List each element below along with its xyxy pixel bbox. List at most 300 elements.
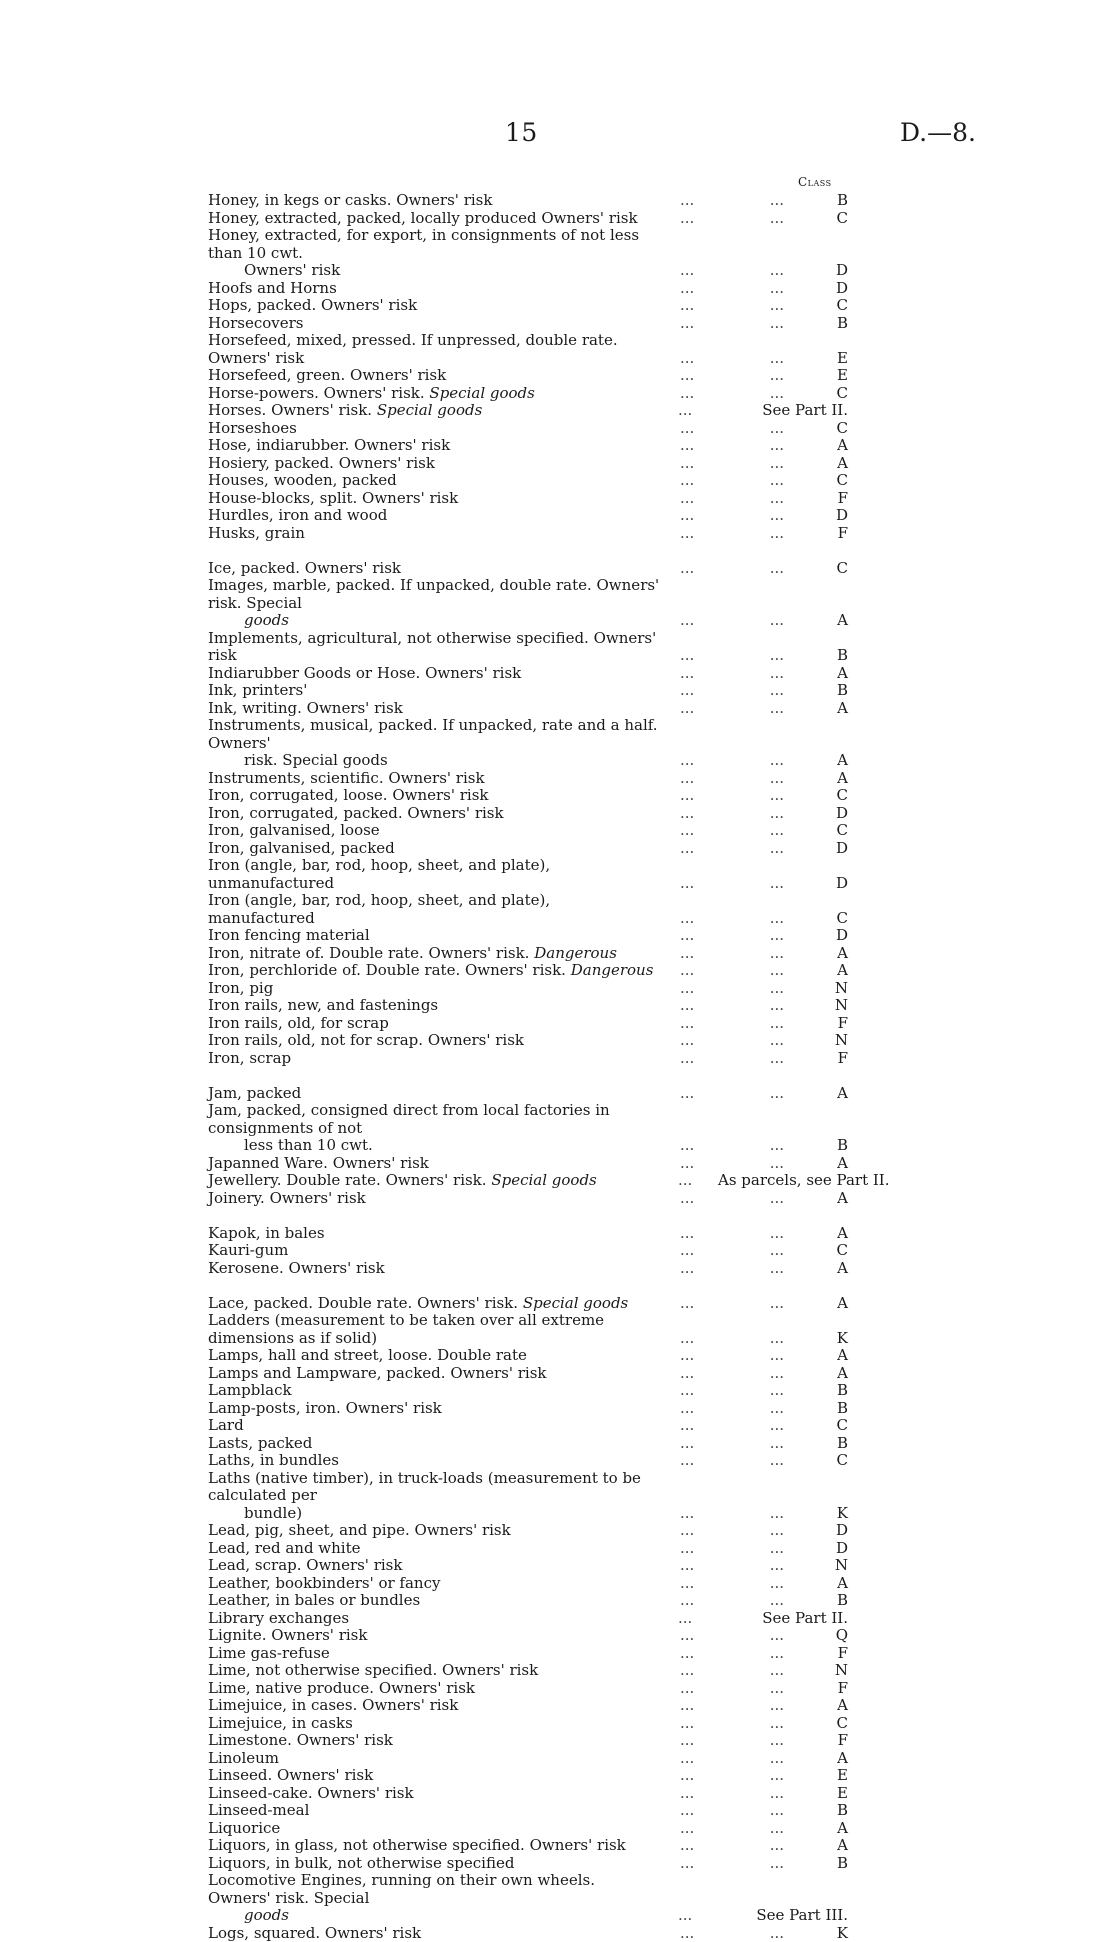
leader: ... <box>678 1907 692 1925</box>
leader: ... <box>770 700 784 718</box>
entry-text: Ink, printers' <box>208 681 307 699</box>
entry-description <box>208 1242 660 1260</box>
dot-leaders <box>658 1907 718 1925</box>
leader: ... <box>770 560 784 578</box>
leader: ... <box>770 437 784 455</box>
entry-class: D <box>788 280 848 298</box>
dot-leaders <box>660 980 788 998</box>
leader: ... <box>770 1837 784 1855</box>
entry-description <box>208 1610 658 1628</box>
entry-class: C <box>788 910 848 928</box>
entry-class: B <box>788 1592 848 1610</box>
dot-leaders <box>660 1540 788 1558</box>
leader: ... <box>680 770 694 788</box>
dot-leaders <box>660 1715 788 1733</box>
dot-leaders <box>660 997 788 1015</box>
entry-class: N <box>788 980 848 998</box>
leader: ... <box>680 490 694 508</box>
leader: ... <box>770 420 784 438</box>
entry-description <box>208 1102 660 1155</box>
leader: ... <box>770 910 784 928</box>
tariff-entry <box>208 1680 848 1698</box>
leader: ... <box>770 525 784 543</box>
tariff-entry <box>208 1767 848 1785</box>
entry-text: Lamps and Lampware, packed. Owners' risk <box>208 1364 547 1382</box>
entry-text: Horses. Owners' risk. <box>208 401 372 419</box>
entry-continuation: bundle) <box>208 1505 660 1523</box>
leader: ... <box>680 1155 694 1173</box>
tariff-entry <box>208 1050 848 1068</box>
leader: ... <box>680 805 694 823</box>
dot-leaders <box>660 490 788 508</box>
tariff-entry <box>208 1785 848 1803</box>
entry-text: Indiarubber Goods or Hose. Owners' risk <box>208 664 521 682</box>
entry-description <box>208 892 660 927</box>
tariff-entry <box>208 1417 848 1435</box>
entry-text: Hose, indiarubber. Owners' risk <box>208 436 450 454</box>
leader: ... <box>770 1032 784 1050</box>
entry-text: Iron, corrugated, packed. Owners' risk <box>208 804 504 822</box>
entry-class: A <box>788 1295 848 1313</box>
entry-description <box>208 315 660 333</box>
tariff-entry <box>208 455 848 473</box>
entry-class: C <box>788 822 848 840</box>
tariff-entry <box>208 192 848 210</box>
dot-leaders <box>660 822 788 840</box>
leader: ... <box>680 1662 694 1680</box>
leader: ... <box>770 1155 784 1173</box>
tariff-entry <box>208 1697 848 1715</box>
entry-text: Husks, grain <box>208 524 305 542</box>
leader: ... <box>770 1820 784 1838</box>
entry-class: A <box>788 1750 848 1768</box>
dot-leaders <box>660 262 788 280</box>
entry-description <box>208 1417 660 1435</box>
leader: ... <box>770 1260 784 1278</box>
dot-leaders <box>660 560 788 578</box>
leader: ... <box>770 1505 784 1523</box>
leader: ... <box>770 1540 784 1558</box>
leader: ... <box>680 1785 694 1803</box>
entry-text: Honey, extracted, for export, in consignments of not less than 10 cwt. <box>208 226 639 262</box>
leader: ... <box>680 1505 694 1523</box>
entry-class: N <box>788 1557 848 1575</box>
dot-leaders <box>660 1347 788 1365</box>
entry-class: A <box>788 1820 848 1838</box>
leader: ... <box>680 1435 694 1453</box>
entry-text: Lead, pig, sheet, and pipe. Owners' risk <box>208 1521 511 1539</box>
leader: ... <box>770 1855 784 1873</box>
leader: ... <box>770 822 784 840</box>
leader: ... <box>680 927 694 945</box>
entry-description <box>208 1750 660 1768</box>
entry-class: E <box>788 1785 848 1803</box>
entry-description <box>208 962 660 980</box>
tariff-entry <box>208 402 848 420</box>
dot-leaders <box>660 1732 788 1750</box>
dot-leaders <box>660 1522 788 1540</box>
entry-description <box>208 507 660 525</box>
leader: ... <box>680 1522 694 1540</box>
entry-class: D <box>788 1522 848 1540</box>
entry-text: Horse-powers. Owners' risk. <box>208 384 425 402</box>
tariff-entry <box>208 1820 848 1838</box>
tariff-entry <box>208 472 848 490</box>
leader: ... <box>680 420 694 438</box>
leader: ... <box>680 192 694 210</box>
leader: ... <box>680 1085 694 1103</box>
leader: ... <box>770 962 784 980</box>
entry-text: Kerosene. Owners' risk <box>208 1259 385 1277</box>
entry-class: F <box>788 1732 848 1750</box>
entry-description <box>208 1225 660 1243</box>
leader: ... <box>680 210 694 228</box>
entry-text: Iron (angle, bar, rod, hoop, sheet, and plate), unmanufactured <box>208 856 550 892</box>
leader: ... <box>770 1417 784 1435</box>
entry-description <box>208 770 660 788</box>
dot-leaders <box>660 1382 788 1400</box>
entry-description <box>208 682 660 700</box>
leader: ... <box>770 1452 784 1470</box>
dot-leaders <box>660 787 788 805</box>
leader: ... <box>680 980 694 998</box>
entry-class: D <box>788 805 848 823</box>
entry-description <box>208 332 660 367</box>
entry-description <box>208 1645 660 1663</box>
dot-leaders <box>660 455 788 473</box>
tariff-entry <box>208 1085 848 1103</box>
entry-text: Limestone. Owners' risk <box>208 1731 393 1749</box>
entry-italic-note: Special goods <box>429 384 534 402</box>
leader: ... <box>770 647 784 665</box>
entry-class: B <box>788 1382 848 1400</box>
leader: ... <box>680 1925 694 1942</box>
dot-leaders <box>660 612 788 630</box>
leader: ... <box>680 525 694 543</box>
leader: ... <box>770 665 784 683</box>
entry-text: Horsefeed, green. Owners' risk <box>208 366 446 384</box>
entry-description <box>208 945 660 963</box>
entry-class: D <box>788 1540 848 1558</box>
tariff-entry <box>208 630 848 665</box>
entry-description <box>208 787 660 805</box>
entry-text: Linseed. Owners' risk <box>208 1766 373 1784</box>
leader: ... <box>770 1522 784 1540</box>
dot-leaders <box>660 1190 788 1208</box>
entry-text: Lace, packed. Double rate. Owners' risk. <box>208 1294 518 1312</box>
leader: ... <box>680 1382 694 1400</box>
entry-italic-note: Special goods <box>491 1171 596 1189</box>
dot-leaders <box>660 385 788 403</box>
tariff-entry <box>208 1452 848 1470</box>
entry-description <box>208 840 660 858</box>
leader: ... <box>680 1680 694 1698</box>
entry-description <box>208 1470 660 1523</box>
entry-description <box>208 1802 660 1820</box>
entry-description <box>208 1522 660 1540</box>
entry-text: Lead, red and white <box>208 1539 361 1557</box>
tariff-entry <box>208 1522 848 1540</box>
leader: ... <box>680 612 694 630</box>
entry-class: C <box>788 1452 848 1470</box>
leader: ... <box>680 1050 694 1068</box>
leader: ... <box>770 1925 784 1942</box>
tariff-entry <box>208 1015 848 1033</box>
leader: ... <box>770 612 784 630</box>
entry-class: D <box>788 840 848 858</box>
leader: ... <box>770 1400 784 1418</box>
entry-description <box>208 1540 660 1558</box>
entry-description <box>208 1697 660 1715</box>
tariff-entry <box>208 1925 848 1942</box>
tariff-entry <box>208 560 848 578</box>
entry-class: A <box>788 1697 848 1715</box>
tariff-entry <box>208 1365 848 1383</box>
entry-class: E <box>788 350 848 368</box>
entry-description <box>208 192 660 210</box>
dot-leaders <box>660 752 788 770</box>
entry-description <box>208 227 660 280</box>
entry-text: Iron, galvanised, packed <box>208 839 395 857</box>
entry-description <box>208 1837 660 1855</box>
entry-text: Iron (angle, bar, rod, hoop, sheet, and plate), manufactured <box>208 891 550 927</box>
entry-text: Japanned Ware. Owners' risk <box>208 1154 429 1172</box>
leader: ... <box>680 350 694 368</box>
leader: ... <box>770 472 784 490</box>
leader: ... <box>770 367 784 385</box>
dot-leaders <box>660 1015 788 1033</box>
entry-text: Iron, perchloride of. Double rate. Owners' risk. <box>208 961 566 979</box>
tariff-entry <box>208 1872 848 1925</box>
leader: ... <box>770 315 784 333</box>
dot-leaders <box>660 297 788 315</box>
dot-leaders <box>660 315 788 333</box>
leader: ... <box>680 752 694 770</box>
tariff-entry <box>208 367 848 385</box>
entry-description <box>208 1190 660 1208</box>
tariff-entry <box>208 1470 848 1523</box>
leader: ... <box>770 1137 784 1155</box>
dot-leaders <box>660 875 788 893</box>
entry-class: B <box>788 1802 848 1820</box>
entry-class: A <box>788 700 848 718</box>
entry-class: D <box>788 875 848 893</box>
entry-text: Locomotive Engines, running on their own wheels. Owners' risk. Special <box>208 1871 595 1907</box>
dot-leaders <box>660 805 788 823</box>
dot-leaders <box>660 1645 788 1663</box>
leader: ... <box>680 262 694 280</box>
entry-text: Logs, squared. Owners' risk <box>208 1924 421 1942</box>
leader: ... <box>680 385 694 403</box>
entry-class: B <box>788 682 848 700</box>
entry-class: A <box>788 665 848 683</box>
tariff-entry <box>208 892 848 927</box>
leader: ... <box>680 1715 694 1733</box>
tariff-entry <box>208 1295 848 1313</box>
entry-class: E <box>788 367 848 385</box>
dot-leaders <box>660 367 788 385</box>
tariff-entry <box>208 315 848 333</box>
leader: ... <box>680 455 694 473</box>
entry-continuation: risk. Special goods <box>208 752 660 770</box>
leader: ... <box>680 1260 694 1278</box>
entry-class: C <box>788 560 848 578</box>
leader: ... <box>770 1050 784 1068</box>
section-gap <box>208 1207 848 1225</box>
tariff-entry <box>208 1242 848 1260</box>
entry-class: F <box>788 1680 848 1698</box>
leader: ... <box>770 455 784 473</box>
entry-text: Instruments, musical, packed. If unpacked, rate and a half. Owners' <box>208 716 658 752</box>
entry-text: Leather, bookbinders' or fancy <box>208 1574 440 1592</box>
entry-description <box>208 1155 660 1173</box>
leader: ... <box>770 770 784 788</box>
leader: ... <box>680 910 694 928</box>
entry-description <box>208 1732 660 1750</box>
leader: ... <box>678 1610 692 1628</box>
entry-text: Iron, scrap <box>208 1049 291 1067</box>
entry-text: Lamps, hall and street, loose. Double rate <box>208 1346 527 1364</box>
entry-description <box>208 437 660 455</box>
dot-leaders <box>660 1785 788 1803</box>
tariff-entry <box>208 577 848 630</box>
leader: ... <box>770 1767 784 1785</box>
leader: ... <box>680 647 694 665</box>
leader: ... <box>770 1662 784 1680</box>
leader: ... <box>770 1750 784 1768</box>
entry-text: Laths, in bundles <box>208 1451 339 1469</box>
entry-text: Honey, in kegs or casks. Owners' risk <box>208 191 492 209</box>
leader: ... <box>680 1190 694 1208</box>
tariff-entry <box>208 1382 848 1400</box>
dot-leaders <box>660 1085 788 1103</box>
leader: ... <box>770 1627 784 1645</box>
entry-class: E <box>788 1767 848 1785</box>
leader: ... <box>680 1820 694 1838</box>
dot-leaders <box>660 1400 788 1418</box>
entry-class: N <box>788 997 848 1015</box>
tariff-entry <box>208 1312 848 1347</box>
entry-class: D <box>788 507 848 525</box>
entry-description <box>208 210 660 228</box>
entry-text: Ice, packed. Owners' risk <box>208 559 401 577</box>
leader: ... <box>770 280 784 298</box>
leader: ... <box>770 1295 784 1313</box>
leader: ... <box>680 1627 694 1645</box>
leader: ... <box>680 682 694 700</box>
leader: ... <box>770 1802 784 1820</box>
entry-class: A <box>788 1085 848 1103</box>
entry-text: Linoleum <box>208 1749 279 1767</box>
tariff-entry <box>208 1540 848 1558</box>
entry-text: Jewellery. Double rate. Owners' risk. <box>208 1171 487 1189</box>
leader: ... <box>680 1575 694 1593</box>
entry-description <box>208 280 660 298</box>
leader: ... <box>770 350 784 368</box>
dot-leaders <box>660 1260 788 1278</box>
entry-description <box>208 297 660 315</box>
entry-description <box>208 1382 660 1400</box>
tariff-entry <box>208 1400 848 1418</box>
entry-description <box>208 1365 660 1383</box>
leader: ... <box>680 1557 694 1575</box>
leader: ... <box>770 210 784 228</box>
tariff-entry <box>208 332 848 367</box>
entry-text: Library exchanges <box>208 1609 349 1627</box>
tariff-entry <box>208 997 848 1015</box>
entry-class: A <box>788 1837 848 1855</box>
dot-leaders <box>660 420 788 438</box>
dot-leaders <box>660 1417 788 1435</box>
tariff-entry <box>208 1592 848 1610</box>
entry-class: A <box>788 1365 848 1383</box>
leader: ... <box>680 1645 694 1663</box>
entry-class: C <box>788 1715 848 1733</box>
dot-leaders <box>660 700 788 718</box>
dot-leaders <box>660 437 788 455</box>
entry-class: Q <box>788 1627 848 1645</box>
entry-class: F <box>788 1015 848 1033</box>
leader: ... <box>770 1732 784 1750</box>
dot-leaders <box>660 1697 788 1715</box>
entry-italic-note: Dangerous <box>571 961 654 979</box>
dot-leaders <box>660 962 788 980</box>
tariff-entry <box>208 1155 848 1173</box>
entry-text: Lime, not otherwise specified. Owners' risk <box>208 1661 538 1679</box>
entry-description <box>208 1662 660 1680</box>
classification-list <box>208 192 848 1942</box>
page-number: 15 <box>505 118 538 147</box>
entry-description <box>208 927 660 945</box>
leader: ... <box>770 682 784 700</box>
leader: ... <box>680 875 694 893</box>
leader: ... <box>770 787 784 805</box>
leader: ... <box>680 1855 694 1873</box>
entry-class: A <box>788 437 848 455</box>
tariff-entry <box>208 1732 848 1750</box>
entry-description <box>208 822 660 840</box>
entry-text: Jam, packed <box>208 1084 301 1102</box>
entry-class: B <box>788 1435 848 1453</box>
tariff-entry <box>208 945 848 963</box>
tariff-entry <box>208 717 848 770</box>
tariff-entry <box>208 1347 848 1365</box>
leader: ... <box>680 700 694 718</box>
entry-text: Images, marble, packed. If unpacked, double rate. Owners' risk. Special <box>208 576 659 612</box>
entry-italic-note: Special goods <box>377 401 482 419</box>
entry-class: A <box>788 752 848 770</box>
leader: ... <box>680 1032 694 1050</box>
entry-text: Implements, agricultural, not otherwise specified. Owners' risk <box>208 629 656 665</box>
tariff-entry <box>208 280 848 298</box>
tariff-entry <box>208 507 848 525</box>
entry-description <box>208 1925 660 1942</box>
dot-leaders <box>660 910 788 928</box>
entry-description <box>208 1557 660 1575</box>
entry-text: Horsefeed, mixed, pressed. If unpressed, double rate. Owners' risk <box>208 331 618 367</box>
entry-class: C <box>788 385 848 403</box>
leader: ... <box>770 1085 784 1103</box>
tariff-entry <box>208 927 848 945</box>
tariff-entry <box>208 1190 848 1208</box>
leader: ... <box>770 945 784 963</box>
entry-text: Iron, nitrate of. Double rate. Owners' risk. <box>208 944 529 962</box>
leader: ... <box>680 507 694 525</box>
entry-italic-note: Special goods <box>523 1294 628 1312</box>
dot-leaders <box>660 1557 788 1575</box>
tariff-entry <box>208 525 848 543</box>
dot-leaders <box>660 1505 788 1523</box>
